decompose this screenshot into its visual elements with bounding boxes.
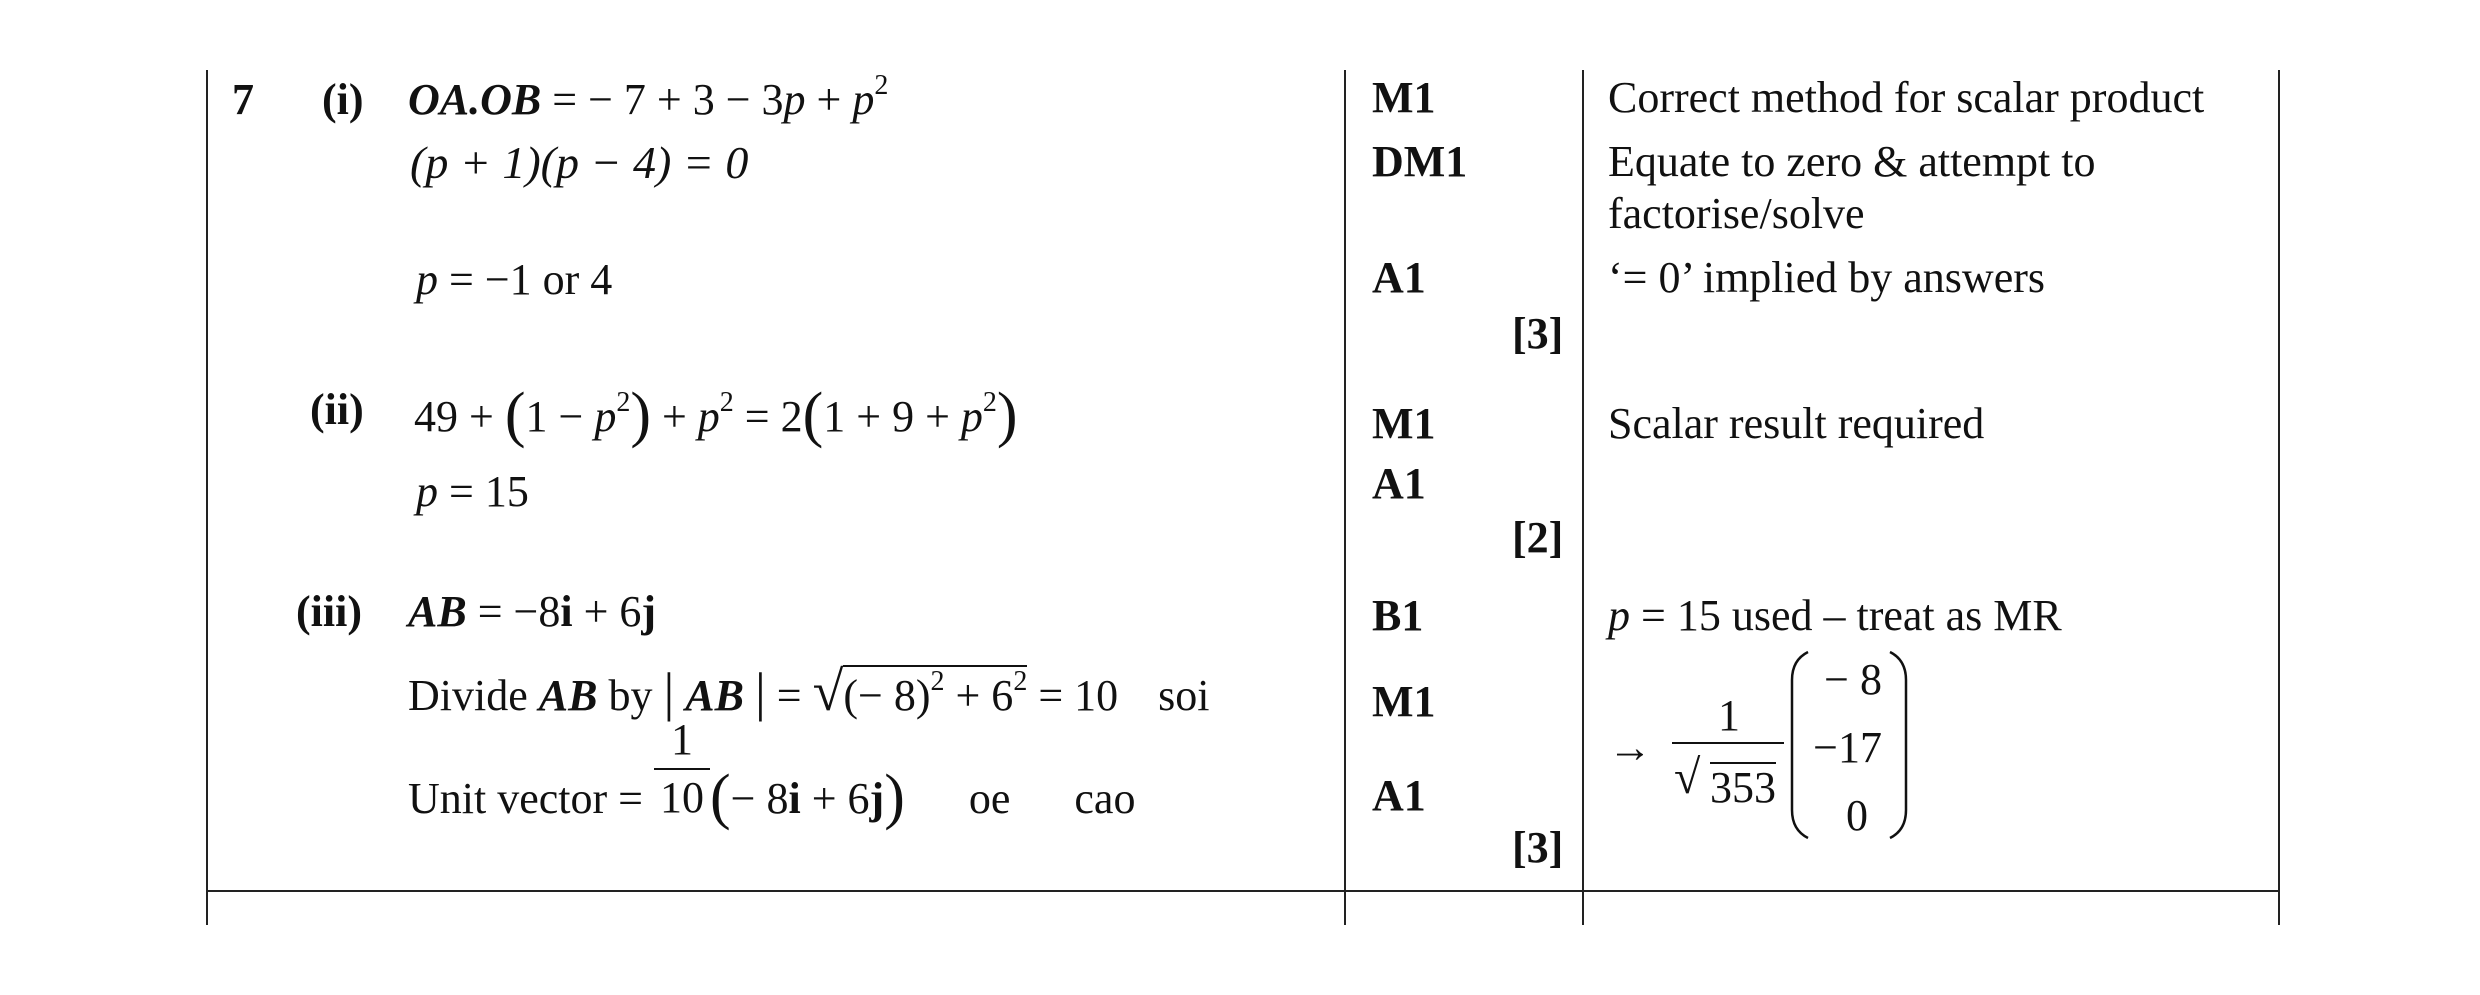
exponent: 2 [982, 387, 997, 418]
vector-entry-3: 0 [1846, 791, 1868, 840]
ab-plus-6: + 6 [572, 587, 642, 636]
note-implied-zero: ‘= 0’ implied by answers [1608, 253, 2046, 302]
unit-j: j [869, 774, 885, 824]
part-iii-line-2 [408, 661, 1210, 723]
unit-vector-text: Unit vector [408, 774, 619, 824]
exponent: 2 [1013, 666, 1028, 697]
var-p: p [1608, 591, 1630, 640]
unit-i: i [560, 587, 573, 636]
part-ii-line-2 [416, 467, 529, 516]
table-bottom-rule [206, 890, 2280, 892]
unit-j: j [641, 587, 657, 636]
exponent: 2 [930, 666, 945, 697]
exponent: 2 [874, 70, 889, 101]
uv-neg-8: − 8 [730, 774, 789, 824]
fraction-bar [654, 768, 710, 770]
equals: = [765, 671, 813, 720]
note-scalar-method: Correct method for scalar product [1608, 73, 2205, 122]
oaob-expression: = − 7 + 3 − 3 [541, 75, 784, 124]
paren-close: ) [630, 381, 651, 449]
alt-fraction-num: 1 [1718, 691, 1740, 740]
root-alt: or 4 [531, 255, 613, 304]
rhs-bracket: 1 + 9 + [823, 392, 961, 441]
lhs-start: 49 + [414, 392, 505, 441]
column-vector [1790, 650, 1910, 840]
paren-close: ) [884, 763, 905, 832]
part-iii-line-1 [408, 587, 657, 636]
part-iii-label: (iii) [296, 587, 362, 636]
part-i-line-1 [408, 70, 889, 124]
mark-m1: M1 [1372, 677, 1436, 726]
mark-m1: M1 [1372, 73, 1436, 122]
question-number: 7 [232, 75, 254, 124]
divide-text: Divide [408, 671, 539, 720]
exponent: 2 [719, 387, 734, 418]
fraction-one-tenth [654, 715, 710, 822]
note-misread [1608, 591, 2062, 640]
right-bracket-icon [1888, 650, 1908, 840]
var-p: p [960, 392, 983, 441]
part-iii-total: [3] [1512, 823, 1564, 872]
part-iii-line-3 [408, 715, 1136, 854]
magnitude-result: = 10 [1027, 671, 1119, 720]
factorised-equation: (p + 1)(p − 4) = 0 [410, 137, 749, 188]
vector-ab: AB [685, 671, 744, 720]
vector-entry-1: − 8 [1824, 655, 1882, 704]
plus-6: + 6 [944, 671, 1014, 720]
part-i-total: [3] [1512, 309, 1564, 358]
alt-fraction-bar [1672, 742, 1784, 744]
vector-ab: AB [408, 587, 467, 636]
sqrt-icon: √ [812, 661, 844, 723]
note-scalar-result: Scalar result required [1608, 399, 1985, 448]
vector-ab: AB [538, 671, 598, 720]
vector-entry-2: −17 [1813, 723, 1882, 772]
modulus-bar: | [754, 662, 766, 722]
alt-arrow: → [1608, 723, 1652, 772]
note-equate-zero: Equate to zero & attempt to [1608, 137, 2096, 186]
mark-a1: A1 [1372, 771, 1426, 820]
soi-note: soi [1158, 671, 1210, 720]
var-p: p [416, 467, 438, 516]
paren-open: ( [710, 763, 731, 832]
var-p: p [594, 392, 617, 441]
var-p: p [416, 255, 438, 304]
part-ii-label: (ii) [310, 385, 364, 434]
part-ii-total: [2] [1512, 513, 1564, 562]
oe-note: oe [968, 774, 1011, 824]
mark-a1: A1 [1372, 459, 1426, 508]
part-i-line-2 [410, 137, 749, 188]
plus-sign: + [650, 392, 698, 441]
mark-dm1: DM1 [1372, 137, 1468, 186]
equals: = [618, 774, 654, 824]
mark-m1: M1 [1372, 399, 1436, 448]
exponent: 2 [616, 387, 631, 418]
ab-components: = −8 [466, 587, 561, 636]
paren-open: ( [504, 381, 526, 449]
marks-notes-divider [1582, 70, 1584, 925]
fraction-numerator: 1 [671, 715, 693, 764]
paren-close: ) [996, 381, 1018, 449]
var-p: p [697, 392, 720, 441]
table-left-border [206, 70, 208, 925]
by-text: by [597, 671, 664, 720]
unit-i: i [788, 774, 801, 824]
mark-a1: A1 [1372, 253, 1426, 302]
cao-note: cao [1074, 774, 1136, 824]
var-p: p [783, 75, 806, 124]
p-value: = 15 [438, 467, 529, 516]
modulus-bar: | [663, 662, 675, 722]
part-i-label: (i) [322, 75, 364, 124]
part-i-line-3 [416, 255, 613, 304]
alt-fraction-den: 353 [1710, 763, 1776, 812]
table-right-border [2278, 70, 2280, 925]
equals-two: = 2 [733, 392, 803, 441]
uv-plus-6: + 6 [800, 774, 870, 824]
note-factorise: factorise/solve [1608, 189, 1865, 238]
mark-b1: B1 [1372, 591, 1424, 640]
root-value: = −1 [438, 255, 532, 304]
misread-text: = 15 used – treat as MR [1630, 591, 2062, 640]
plus-sign: + [805, 75, 853, 124]
var-p: p [852, 75, 875, 124]
lhs-bracket: 1 − [525, 392, 595, 441]
sqrt-icon: √ [1674, 751, 1701, 804]
neg-8-squared: (− 8) [843, 671, 931, 720]
sqrt-radicand [843, 665, 1027, 720]
oaob-term: OA.OB [408, 75, 542, 124]
paren-open: ( [802, 381, 824, 449]
part-ii-line-1 [414, 380, 1018, 449]
answer-marks-divider [1344, 70, 1346, 925]
fraction-denominator: 10 [660, 773, 704, 822]
